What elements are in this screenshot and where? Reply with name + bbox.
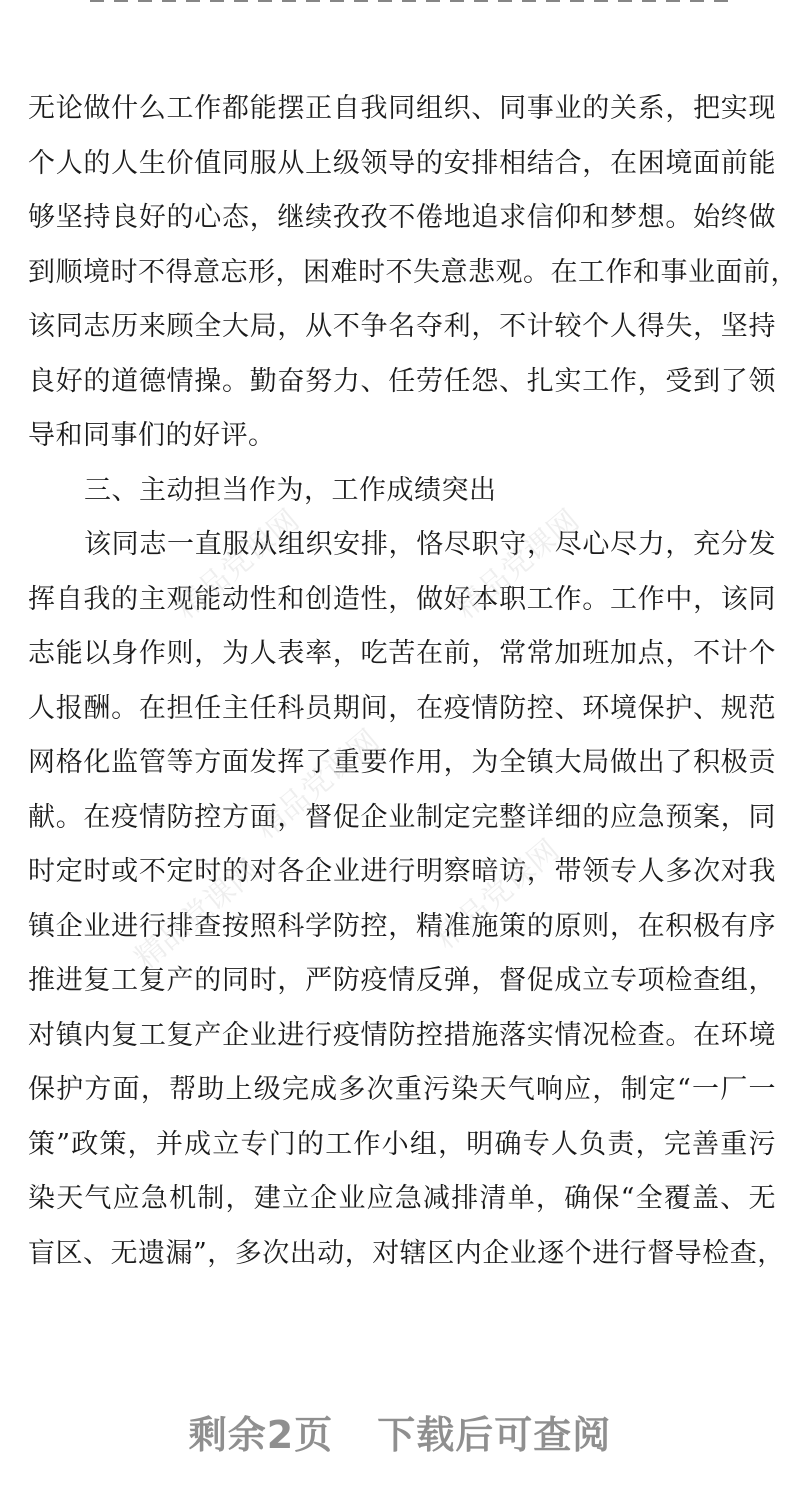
section-heading: 三、主动担当作为，工作成绩突出 xyxy=(84,474,497,506)
cut-off-top-line xyxy=(0,0,800,8)
text-line: 保护方面，帮助上级完成多次重污染天气响应，制定“一厂一 xyxy=(28,1074,776,1105)
text-line: 该同志一直服从组织安排，恪尽职守，尽心尽力，充分发 xyxy=(84,529,776,560)
watermark: 精品党课网 xyxy=(248,723,386,847)
text-line: 推进复工复产的同时，严防疫情反弹，督促成立专项检查组， xyxy=(28,965,776,996)
text-line: 个人的人生价值同服从上级领导的安排相结合，在困境面前能 xyxy=(28,147,776,179)
text-line: 够坚持良好的心态，继续孜孜不倦地追求信仰和梦想。始终做 xyxy=(28,202,776,233)
watermark: 精品党课网 xyxy=(448,503,586,627)
text-line: 人报酬。在担任主任科员期间，在疫情防控、环境保护、规范 xyxy=(28,692,776,724)
remaining-pages-notice[interactable] xyxy=(0,1404,800,1459)
text-line: 志能以身作则，为人表率，吃苦在前，常常加班加点，不计个 xyxy=(28,638,776,669)
watermark: 精品党课网 xyxy=(128,853,266,977)
watermark: 精品党课网 xyxy=(168,503,306,627)
text-line: 该同志历来顾全大局，从不争名夺利，不计较个人得失，坚持 xyxy=(28,311,776,342)
text-line: 时定时或不定时的对各企业进行明察暗访，带领专人多次对我 xyxy=(28,856,776,887)
text-line: 染天气应急机制，建立企业应急减排清单，确保“全覆盖、无 xyxy=(28,1183,776,1214)
remaining-pages-text: 剩余2页 xyxy=(188,1413,334,1457)
text-line: 挥自我的主观能动性和创造性，做好本职工作。工作中，该同 xyxy=(28,583,776,615)
text-line: 导和同事们的好评。 xyxy=(28,420,276,451)
text-line: 策”政策，并成立专门的工作小组，明确专人负责，完善重污 xyxy=(28,1128,776,1160)
text-line: 献。在疫情防控方面，督促企业制定完整详细的应急预案，同 xyxy=(28,801,776,833)
text-line: 网格化监管等方面发挥了重要作用，为全镇大局做出了积极贡 xyxy=(28,747,776,778)
text-line: 到顺境时不得意忘形，困难时不失意悲观。在工作和事业面前， xyxy=(28,256,798,288)
text-line: 良好的道德情操。勤奋努力、任劳任怨、扎实工作，受到了领 xyxy=(28,365,776,397)
text-line: 盲区、无遗漏”，多次出动，对辖区内企业逐个进行督导检查， xyxy=(28,1237,785,1269)
document-body xyxy=(28,82,798,1281)
text-line: 镇企业进行排查按照科学防控，精准施策的原则，在积极有序 xyxy=(28,910,776,942)
text-line: 对镇内复工复产企业进行疫情防控措施落实情况检查。在环境 xyxy=(28,1019,776,1051)
watermark: 精品党课网 xyxy=(428,833,566,957)
text-line: 无论做什么工作都能摆正自我同组织、同事业的关系，把实现 xyxy=(28,93,776,124)
download-hint-text: 下载后可查阅 xyxy=(377,1413,612,1457)
